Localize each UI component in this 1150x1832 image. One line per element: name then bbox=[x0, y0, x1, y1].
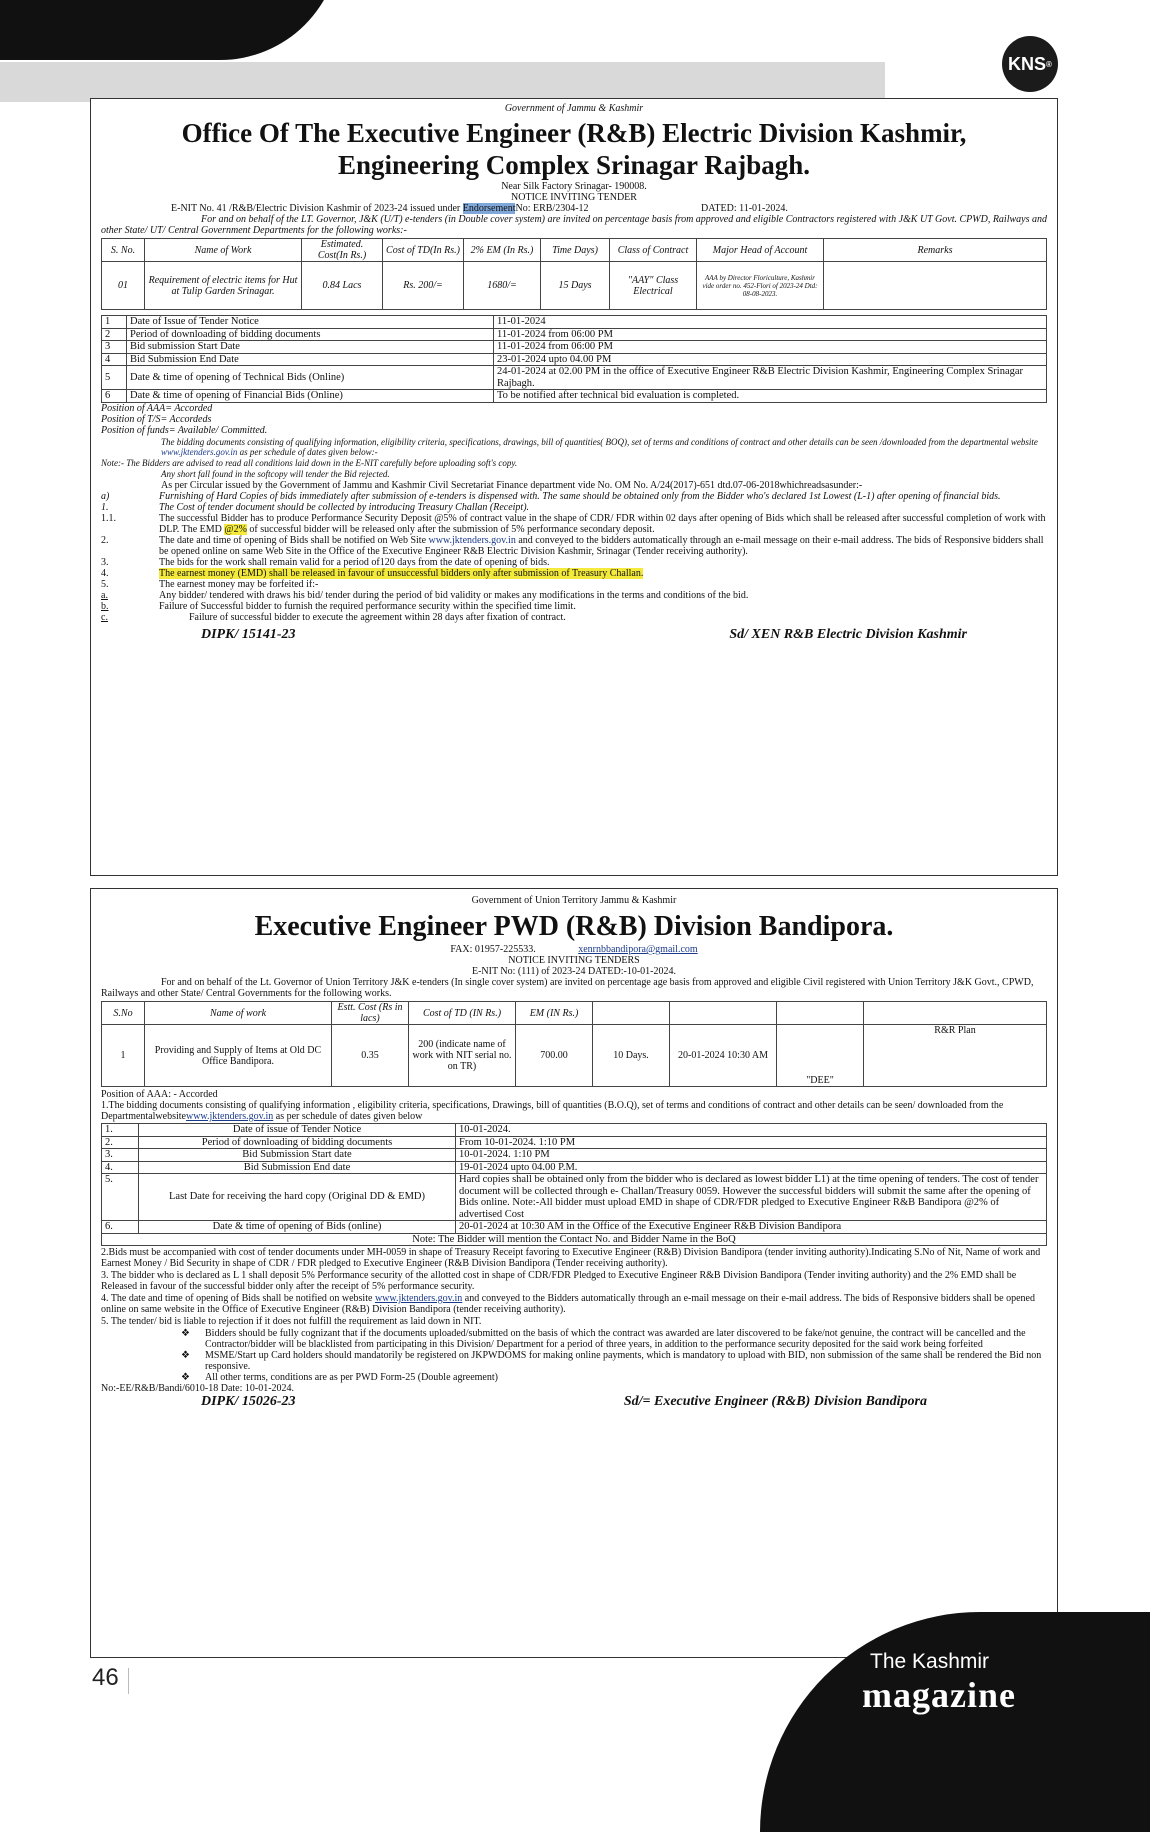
works-header-row bbox=[102, 1002, 1047, 1025]
intro-text: For and on behalf of the LT. Governor, J&K (U/T) e-tenders (in Double cover system) are invited on percentage basis from approved and eligible Contractors registered with J&K UT Govt. CPWD, Railways and other State/ UT/ Central Government Departments for the following works:- bbox=[101, 214, 1047, 236]
table-row bbox=[102, 1233, 1047, 1246]
reference-number: No:-EE/R&B/Bandi/6010-18 Date: 10-01-2024. bbox=[101, 1383, 295, 1394]
list-item: ❖ All other terms, conditions are as per PWD Form-25 (Double agreement) bbox=[181, 1372, 498, 1383]
signatory: Sd/ XEN R&B Electric Division Kashmir bbox=[729, 626, 967, 642]
list-item: ❖ Bidders should be fully cognizant that if the documents uploaded/submitted on the basis of which the contract was awarded are later discovered to be fake/not genuine, the contract will be cancelled and the Contractor/bidder will be blacklisted from participating in this Division/ Department for a period of three years, in addition to the performance security deposited for the said work being forfeited bbox=[181, 1328, 1026, 1350]
table-row: 3. Bid Submission Start date 10-01-2024. 1:10 PM bbox=[102, 1149, 1047, 1162]
kns-logo: KNS ® bbox=[1002, 36, 1058, 92]
works-header-row bbox=[102, 239, 1047, 262]
schedule-table bbox=[101, 315, 1047, 403]
nit-heading: NOTICE INVITING TENDER bbox=[511, 192, 637, 203]
para1: 1.The bidding documents consisting of qualifying information , eligibility criteria, specifications, Drawings, bill of quantities (B.O.Q), set of terms and conditions of contract and other details can be seen/ downloaded from the Departmentalwebsitewww.jktenders.gov.in as per schedule of dates given below bbox=[101, 1100, 1004, 1122]
col-td-cost: Cost of TD (IN Rs.) bbox=[409, 1002, 516, 1025]
fax-email-line bbox=[101, 944, 1047, 955]
table-row: 01 Requirement of electric items for Hut at Tulip Garden Srinagar. 0.84 Lacs Rs. 200/= 1680/= 15 Days "AAY" Class Electrical AAA by Director Floriculture, Kashmir vide order no. 452-Flori of 2023-24 Dtd: 08-08-2023. bbox=[102, 262, 1047, 310]
para3: 3. The bidder who is declared as L 1 shall deposit 5% Performance security of the allotted cost in shape of CDR/FDR Pledged to Executive Engineer R&B Division Bandipora (Tender inviting authority) and the 2% EMD shall be Released in favour of the successful bidder only after the receipt of 5% performance security. bbox=[101, 1270, 1017, 1292]
schedule-note: Note: The Bidder will mention the Contact No. and Bidder Name in the BoQ bbox=[102, 1233, 1047, 1246]
email-link[interactable]: xenrnbbandipora@gmail.com bbox=[578, 944, 698, 955]
dipk-number: DIPK/ 15141-23 bbox=[201, 626, 296, 642]
bullet-diamond-icon: ❖ bbox=[181, 1372, 190, 1383]
gov-line: Government of Union Territory Jammu & Kashmir bbox=[471, 895, 677, 906]
list-item: 1.1. The successful Bidder has to produce Performance Security Deposit @5% of contract value in the shape of CDR/ FDR within 02 days after opening of Bids which shall be released after successful completion of work with DLP. The EMD @2% of successful bidder will be released only after the submission of 5% performance secondary deposit. bbox=[101, 512, 1046, 535]
para5: 5. The tender/ bid is liable to rejection if it does not fulfill the requirement as laid down in NIT. bbox=[101, 1316, 482, 1327]
col-name: Name of work bbox=[145, 1002, 332, 1025]
list-item: 5. The earnest money may be forfeited if:- bbox=[101, 578, 319, 590]
position-aaa: Position of AAA: - Accorded bbox=[101, 1089, 218, 1100]
list-item: b. Failure of Successful bidder to furnish the required performance security within the specified time limit. bbox=[101, 600, 576, 612]
position-aaa: Position of AAA= Accorded bbox=[101, 402, 213, 414]
col-est-cost: Estimated. Cost(In Rs.) bbox=[302, 239, 383, 262]
jktenders-link[interactable]: www.jktenders.gov.in bbox=[428, 534, 516, 546]
schedule-table bbox=[101, 1123, 1047, 1246]
works-table bbox=[101, 238, 1047, 310]
list-item: c. Failure of successful bidder to execute the agreement within 28 days after fixation of contract. bbox=[101, 611, 566, 623]
table-row: 2. Period of downloading of bidding documents From 10-01-2024. 1:10 PM bbox=[102, 1136, 1047, 1149]
col-7 bbox=[777, 1002, 864, 1025]
intro-text: For and on behalf of the Lt. Governor of Union Territory J&K e-tenders (In single cover system) are invited on percentage age basis from approved and eligible Civil registered with Union Territory J&K Govt., CPWD, Railways and other State/ Central Governments for the following works. bbox=[101, 977, 1034, 999]
emd-release-highlight: The earnest money (EMD) shall be released in favour of unsuccessful bidders only after submission of Treasury Challan. bbox=[159, 567, 644, 579]
magazine-logo-line1: The Kashmir bbox=[870, 1650, 990, 1673]
table-row: 2 Period of downloading of bidding documents 11-01-2024 from 06:00 PM bbox=[102, 328, 1047, 341]
endorsement-highlight: Endorsement bbox=[462, 203, 516, 214]
position-ts: Position of T/S= Accordeds bbox=[101, 413, 212, 425]
shortfall-text: Any short fall found in the softcopy will tender the Bid rejected. bbox=[161, 468, 390, 479]
corner-decoration bbox=[0, 0, 340, 60]
col-sno: S. No. bbox=[102, 239, 145, 262]
col-head: Major Head of Account bbox=[697, 239, 824, 262]
col-5 bbox=[593, 1002, 670, 1025]
list-item: a) Furnishing of Hard Copies of bids immediately after submission of e-tenders is dispensed with. The same should be obtained only from the Bidder who's declared 1st Lowest (L-1) after opening of financial bids. bbox=[101, 490, 1001, 502]
table-row: 5. Last Date for receiving the hard copy (Original DD & EMD) Hard copies shall be obtained only from the bidder who is declared as lowest bidder L1) at the time opening of tenders. The cost of tender document will be collected through e- Challan/Treasury 0059. However the successful bidders will submit the same after the opening of Bids online. Note:-All bidder must upload EMD in shape of CDR/FDR pledged to Executive Engineer R&B Bandipora @2% of advertised Cost bbox=[102, 1174, 1047, 1221]
table-row: 6. Date & time of opening of Bids (online) 20-01-2024 at 10:30 AM in the Office of the Executive Engineer R&B Division Bandipora bbox=[102, 1221, 1047, 1234]
enit-line: E-NIT No. 41 /R&B/Electric Division Kashmir of 2023-24 issued under EndorsementNo: ERB/2304-12 DATED: 11-01-2024. bbox=[171, 203, 788, 214]
works-table bbox=[101, 1001, 1047, 1087]
signatory: Sd/= Executive Engineer (R&B) Division Bandipora bbox=[623, 1394, 927, 1409]
table-row: 4 Bid Submission End Date 23-01-2024 upto 04.00 PM bbox=[102, 353, 1047, 366]
magazine-logo-line2: magazine bbox=[862, 1675, 1016, 1715]
col-8 bbox=[864, 1002, 1047, 1025]
fax: FAX: 01957-225533. bbox=[450, 944, 536, 955]
list-item: 3. The bids for the work shall remain valid for a period of120 days from the date of opening of bids. bbox=[101, 556, 550, 568]
tender-notice-electric-division bbox=[90, 98, 1058, 876]
notice-title-line1: Office Of The Executive Engineer (R&B) Electric Division Kashmir, bbox=[181, 118, 967, 148]
table-row: 1 Providing and Supply of Items at Old DC Office Bandipora. 0.35 200 (indicate name of work with NIT serial no. on TR) 700.00 10 Days. 20-01-2024 10:30 AM "DEE" R&R Plan bbox=[102, 1025, 1047, 1087]
table-row: 6 Date & time of opening of Financial Bids (Online) To be notified after technical bid evaluation is completed. bbox=[102, 390, 1047, 403]
col-class: Class of Contract bbox=[610, 239, 697, 262]
col-6 bbox=[670, 1002, 777, 1025]
note-text: Note:- The Bidders are advised to read all conditions laid down in the E-NIT carefully before uploading soft's copy. bbox=[101, 457, 518, 468]
signature-line bbox=[101, 623, 1047, 641]
table-row: 5 Date & time of opening of Technical Bids (Online) 24-01-2024 at 02.00 PM in the office of Executive Engineer R&B Electric Division Kashmir, Engineering Complex Srinagar Rajbagh. bbox=[102, 366, 1047, 390]
nit-heading: NOTICE INVITING TENDERS bbox=[508, 955, 640, 966]
col-remarks: Remarks bbox=[824, 239, 1047, 262]
col-est-cost: Estt. Cost (Rs in lacs) bbox=[332, 1002, 409, 1025]
table-row: 1. Date of issue of Tender Notice 10-01-2024. bbox=[102, 1124, 1047, 1137]
table-row: 3 Bid submission Start Date 11-01-2024 from 06:00 PM bbox=[102, 341, 1047, 354]
list-item: ❖ MSME/Start up Card holders should mandatorily be registered on JKPWDOMS for making online payments, which is mandatory to upload with BID, non submission of the same shall be rendered the Bid non responsive. bbox=[181, 1350, 1042, 1372]
notice-title-line2: Engineering Complex Srinagar Rajbagh. bbox=[337, 150, 811, 180]
notice-title: Executive Engineer PWD (R&B) Division Bandipora. bbox=[254, 911, 894, 942]
signature-line bbox=[101, 1394, 1047, 1408]
list-item: 2. The date and time of opening of Bids shall be notified on Web Site www.jktenders.gov.in and conveyed to the bidders automatically through an e-mail message on their e-mail address. The bids of Responsive bidders shall be opened online on same Web Site in the Office of the Executive Engineer R&B Electric Division Kashmir, Srinagar (Tender receiving authority). bbox=[101, 534, 1044, 557]
dated: DATED: 11-01-2024. bbox=[701, 203, 788, 214]
dipk-number: DIPK/ 15026-23 bbox=[201, 1394, 296, 1409]
list-item: 1. The Cost of tender document should be collected by introducing Treasury Challan (Receipt). bbox=[101, 501, 530, 513]
table-row: 4. Bid Submission End date 19-01-2024 upto 04.00 P.M. bbox=[102, 1161, 1047, 1174]
jktenders-link[interactable]: www.jktenders.gov.in bbox=[161, 446, 238, 457]
table-row: 1 Date of Issue of Tender Notice 11-01-2024 bbox=[102, 316, 1047, 329]
position-funds: Position of funds= Available/ Committed. bbox=[101, 424, 268, 436]
list-item: a. Any bidder/ tendered with draws his bid/ tender during the period of bid validity or makes any modifications in the terms and conditions of the bid. bbox=[101, 589, 749, 601]
page-number: 46 bbox=[92, 1664, 119, 1691]
col-em: 2% EM (In Rs.) bbox=[464, 239, 541, 262]
col-em: EM (IN Rs.) bbox=[516, 1002, 593, 1025]
gov-line: Government of Jammu & Kashmir bbox=[504, 103, 644, 114]
address: Near Silk Factory Srinagar- 190008. bbox=[501, 181, 647, 192]
bullet-diamond-icon: ❖ bbox=[181, 1328, 190, 1339]
para2: 2.Bids must be accompanied with cost of tender documents under MH-0059 in shape of Treasury Receipt favoring to Executive Engineer (R&B) Division Bandipora (tender inviting authority).Indicating S.No of Nit, Name of work and Earnest Money / Bid Security in shape of CDR / FDR pledged to Executive Engineer (R&B Division Bandipora (Tender receiving authority). bbox=[101, 1247, 1041, 1269]
jktenders-link[interactable]: www.jktenders.gov.in bbox=[374, 1293, 463, 1304]
col-time: Time Days) bbox=[541, 239, 610, 262]
header-bar bbox=[0, 62, 885, 102]
col-sno: S.No bbox=[102, 1002, 145, 1025]
page-number-divider bbox=[128, 1668, 129, 1694]
tender-notice-bandipora bbox=[90, 888, 1058, 1658]
col-name: Name of Work bbox=[145, 239, 302, 262]
emd-highlight: @2% bbox=[224, 523, 247, 535]
para4: 4. The date and time of opening of Bids shall be notified on website www.jktenders.gov.in and conveyed to the Bidders automatically through an e-mail message on their e-mail address. The bids of Responsive bidders shall be opened online on same website in the Office of Executive Engineer (R&B) Division Bandipora (tender receiving authority). bbox=[101, 1293, 1035, 1315]
bidding-docs-text: The bidding documents consisting of qualifying information, eligibility criteria, specifications, drawings, bill of quantities( BOQ), set of terms and conditions of contract and other details can be seen /downloaded from the departmental website www.jktenders.gov.in as per schedule of dates given below:- bbox=[161, 436, 1038, 457]
bullet-diamond-icon: ❖ bbox=[181, 1350, 190, 1361]
col-td-cost: Cost of TD(In Rs.) bbox=[383, 239, 464, 262]
circular-text: As per Circular issued by the Government of Jammu and Kashmir Civil Secretariat Finance department vide No. OM No. A/24(2017)-651 dtd.07-06-2018whichreadsasunder:- bbox=[161, 479, 863, 491]
list-item: 4. The earnest money (EMD) shall be released in favour of unsuccessful bidders only after submission of Treasury Challan. bbox=[101, 567, 644, 579]
jktenders-link[interactable]: www.jktenders.gov.in bbox=[185, 1111, 274, 1122]
enit-line: E-NIT No: (111) of 2023-24 DATED:-10-01-2024. bbox=[471, 966, 677, 977]
